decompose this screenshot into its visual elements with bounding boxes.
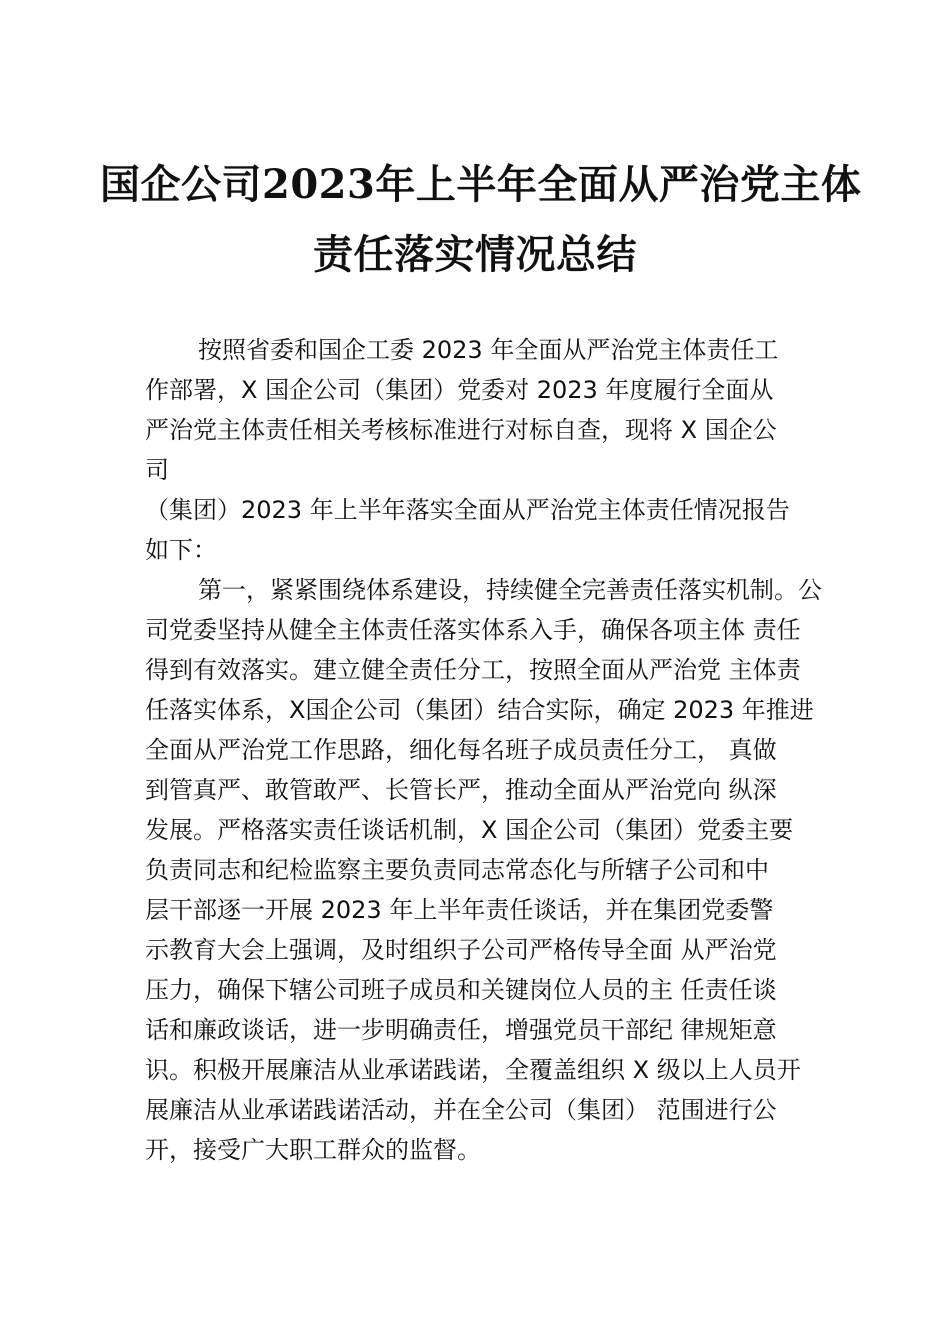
paragraph-2-line-7: 发展。严格落实责任谈话机制，X 国企公司（集团）党委主要	[145, 816, 794, 844]
paragraph-2-line-1: 第一，紧紧围绕体系建设，持续健全完善责任落实机制。公	[198, 576, 822, 604]
paragraph-1	[145, 330, 845, 570]
paragraph-2-line-13: 识。积极开展廉洁从业承诺践诺，全覆盖组织 X 级以上人员开	[145, 1056, 801, 1084]
paragraph-2-line-14: 展廉洁从业承诺践诺活动，并在全公司（集团） 范围进行公	[145, 1096, 777, 1124]
paragraph-1-line-4: 司	[145, 456, 169, 484]
paragraph-2	[145, 570, 845, 1170]
paragraph-2-line-11: 压力，确保下辖公司班子成员和关键岗位人员的主 任责任谈	[145, 976, 777, 1004]
document-title-line-1: 国企公司2023年上半年全面从严治党主体	[100, 161, 862, 208]
paragraph-2-line-2: 司党委坚持从健全主体责任落实体系入手，确保各项主体 责任	[145, 616, 801, 644]
paragraph-1-line-2: 作部署，X 国企公司（集团）党委对 2023 年度履行全面从	[145, 376, 774, 404]
paragraph-2-line-4: 任落实体系，X国企公司（集团）结合实际，确定 2023 年推进	[145, 696, 814, 724]
paragraph-1-line-5: （集团）2023 年上半年落实全面从严治党主体责任情况报告	[145, 496, 790, 524]
document-title-line-2: 责任落实情况总结	[313, 231, 637, 278]
paragraph-2-line-10: 示教育大会上强调，及时组织子公司严格传导全面 从严治党	[145, 936, 777, 964]
paragraph-2-line-8: 负责同志和纪检监察主要负责同志常态化与所辖子公司和中	[145, 856, 769, 884]
paragraph-1-line-6: 如下：	[145, 536, 217, 564]
paragraph-2-line-9: 层干部逐一开展 2023 年上半年责任谈话，并在集团党委警	[145, 896, 774, 924]
paragraph-2-line-6: 到管真严、敢管敢严、长管长严，推动全面从严治党向 纵深	[145, 776, 777, 804]
paragraph-1-line-1: 按照省委和国企工委 2023 年全面从严治党主体责任工	[198, 336, 779, 364]
paragraph-2-line-15: 开，接受广大职工群众的监督。	[145, 1136, 481, 1164]
paragraph-2-line-5: 全面从严治党工作思路，细化每名班子成员责任分工， 真做	[145, 736, 777, 764]
body-text	[145, 330, 845, 1170]
paragraph-2-line-3: 得到有效落实。建立健全责任分工，按照全面从严治党 主体责	[145, 656, 801, 684]
paragraph-1-line-3: 严治党主体责任相关考核标准进行对标自查，现将 X 国企公	[145, 416, 777, 444]
paragraph-2-line-12: 话和廉政谈话，进一步明确责任，增强党员干部纪 律规矩意	[145, 1016, 777, 1044]
